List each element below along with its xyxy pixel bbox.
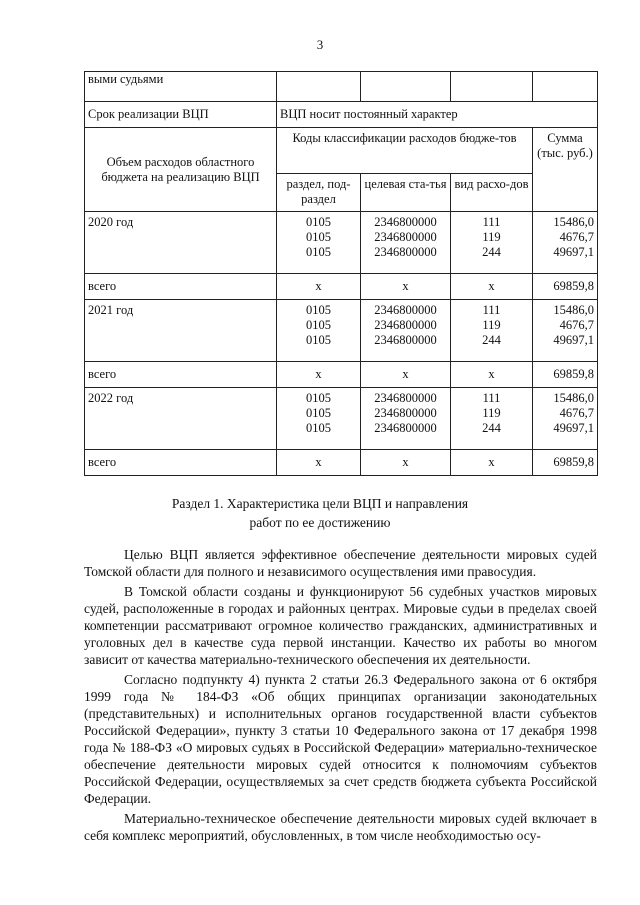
sum-header: Сумма (тыс. руб.) — [533, 128, 598, 212]
section-code: 0105 — [306, 230, 331, 244]
paragraph: Материально-техническое обеспечение деятельности мировых судей включает в себя комплекс мероприятий, обусловленных, в том числе необходимостью осу- — [84, 811, 597, 843]
term-label: Срок реализации ВЦП — [85, 102, 277, 128]
body-text — [84, 546, 597, 847]
section-code: 0105 — [306, 333, 331, 347]
total-x: x — [277, 362, 361, 388]
page-number: 3 — [316, 37, 324, 52]
section-title-line: работ по ее достижению — [249, 515, 391, 530]
section-code: 0105 — [306, 245, 331, 259]
target-code: 2346800000 — [374, 230, 437, 244]
top-row-cell: выми судьями — [85, 72, 277, 102]
expense-type-code: 244 — [482, 333, 501, 347]
expense-type-code: 119 — [482, 318, 501, 332]
table-row — [85, 300, 598, 362]
total-x: x — [361, 450, 451, 476]
target-code: 2346800000 — [374, 303, 437, 317]
section-code: 0105 — [306, 391, 331, 405]
total-x: x — [361, 362, 451, 388]
target-code: 2346800000 — [374, 421, 437, 435]
paragraph: В Томской области созданы и функционируют 56 судебных участков мировых судей, расположенные в городах и районных центрах. Мировые судьи в пределах своей компетенции рассматривают огромное количество гражданских, административных и уголовных дел в качестве суда первой инстанции. Качество их работы во многом зависит от качества материально-технического обеспечения их деятельности. — [84, 584, 597, 667]
table-row — [85, 212, 598, 274]
table-row — [85, 128, 598, 174]
sum-value: 49697,1 — [553, 421, 594, 435]
expense-type-code: 244 — [482, 245, 501, 259]
expense-type-code: 244 — [482, 421, 501, 435]
target-code: 2346800000 — [374, 245, 437, 259]
codes-header: Коды классификации расходов бюдже-тов — [277, 128, 533, 174]
total-sum: 69859,8 — [533, 274, 598, 300]
sum-value: 49697,1 — [553, 245, 594, 259]
total-row — [85, 274, 598, 300]
expense-type-code: 119 — [482, 230, 501, 244]
section-code: 0105 — [306, 406, 331, 420]
total-x: x — [451, 274, 533, 300]
section-code: 0105 — [306, 318, 331, 332]
expense-type-code: 111 — [482, 215, 501, 229]
target-code: 2346800000 — [374, 391, 437, 405]
total-sum: 69859,8 — [533, 362, 598, 388]
total-x: x — [277, 450, 361, 476]
total-x: x — [451, 450, 533, 476]
year-label: 2022 год — [85, 388, 277, 450]
paragraph: Целью ВЦП является эффективное обеспечение деятельности мировых судей Томской области для полного и независимого осуществления ими правосудия. — [84, 547, 597, 579]
section-code: 0105 — [306, 303, 331, 317]
total-label: всего — [85, 274, 277, 300]
target-code: 2346800000 — [374, 333, 437, 347]
section-title-line: Раздел 1. Характеристика цели ВЦП и направления — [171, 496, 469, 511]
total-x: x — [451, 362, 533, 388]
expense-type-code: 111 — [482, 303, 501, 317]
total-label: всего — [85, 450, 277, 476]
section-code: 0105 — [306, 421, 331, 435]
total-x: x — [361, 274, 451, 300]
expense-type-code: 111 — [482, 391, 501, 405]
volume-label: Объем расходов областного бюджета на реализацию ВЦП — [85, 128, 277, 212]
total-row — [85, 450, 598, 476]
table-row — [85, 102, 598, 128]
total-sum: 69859,8 — [533, 450, 598, 476]
col-type-header: вид расхо-дов — [451, 174, 533, 212]
year-label: 2021 год — [85, 300, 277, 362]
sum-value: 15486,0 — [553, 391, 594, 405]
total-row — [85, 362, 598, 388]
year-label: 2020 год — [85, 212, 277, 274]
section-title — [0, 494, 640, 532]
target-code: 2346800000 — [374, 318, 437, 332]
total-x: x — [277, 274, 361, 300]
sum-value: 4676,7 — [559, 230, 594, 244]
target-code: 2346800000 — [374, 215, 437, 229]
section-code: 0105 — [306, 215, 331, 229]
paragraph: Согласно подпункту 4) пункта 2 статьи 26.3 Федерального закона от 6 октября 1999 года № 184-ФЗ «Об общих принципах организации законодательных (представительных) и исполнительных органов государственной власти субъектов Российской Федерации», пункту 3 статьи 10 Федерального закона от 17 декабря 1998 года № 188-ФЗ «О мировых судьях в Российской Федерации» материально-техническое обеспечение деятельности мировых судей относится к полномочиям субъектов Российской Федерации, осуществляемых за счет средств бюджета субъекта Российской Федерации. — [84, 672, 597, 806]
expense-type-code: 119 — [482, 406, 501, 420]
sum-value: 15486,0 — [553, 215, 594, 229]
col-section-header: раздел, под-раздел — [277, 174, 361, 212]
sum-value: 49697,1 — [553, 333, 594, 347]
sum-value: 4676,7 — [559, 318, 594, 332]
budget-table — [84, 71, 598, 476]
col-target-header: целевая ста-тья — [361, 174, 451, 212]
sum-value: 4676,7 — [559, 406, 594, 420]
term-value: ВЦП носит постоянный характер — [277, 102, 598, 128]
total-label: всего — [85, 362, 277, 388]
target-code: 2346800000 — [374, 406, 437, 420]
table-row — [85, 388, 598, 450]
sum-value: 15486,0 — [553, 303, 594, 317]
table-row — [85, 72, 598, 102]
